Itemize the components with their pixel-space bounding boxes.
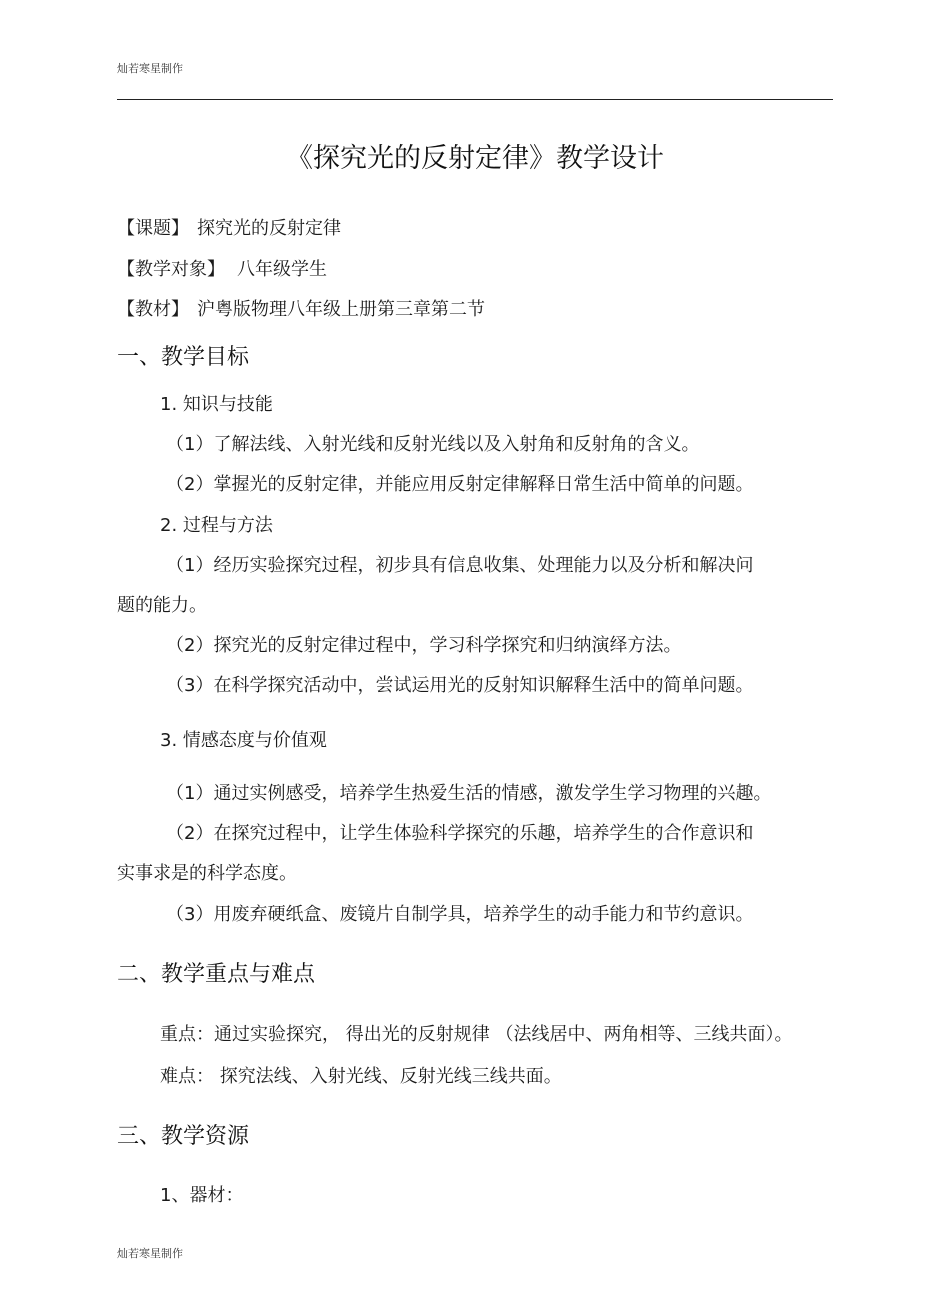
meta-topic	[117, 214, 341, 240]
page-header-text: 灿若寒星制作	[117, 62, 183, 75]
subheading-equipment: 1、器材：	[160, 1185, 244, 1206]
meta-audience-label: 【教学对象】	[117, 259, 225, 280]
objective-attitude-3: （3）用废弃硬纸盒、废镜片自制学具，培养学生的动手能力和节约意识。	[166, 904, 754, 925]
key-point-text: 重点：通过实验探究， 得出光的反射规律 （法线居中、两角相等、三线共面）。	[160, 1024, 793, 1045]
section-heading-objectives: 一、教学目标	[117, 345, 250, 370]
objective-process-1-line2: 题的能力。	[117, 595, 207, 616]
meta-topic-label: 【课题】	[117, 218, 189, 239]
subheading-knowledge: 1. 知识与技能	[160, 394, 273, 415]
meta-topic-value: 探究光的反射定律	[197, 218, 341, 239]
meta-textbook-value: 沪粤版物理八年级上册第三章第二节	[197, 299, 485, 320]
objective-process-1-line1: （1）经历实验探究过程，初步具有信息收集、处理能力以及分析和解决问	[166, 555, 754, 576]
subheading-process: 2. 过程与方法	[160, 515, 273, 536]
objective-knowledge-1: （1）了解法线、入射光线和反射光线以及入射角和反射角的含义。	[166, 434, 700, 455]
subheading-attitude: 3. 情感态度与价值观	[160, 730, 327, 751]
difficulty-text: 难点： 探究法线、入射光线、反射光线三线共面。	[160, 1066, 562, 1087]
header-divider	[117, 99, 833, 100]
document-title: 《探究光的反射定律》教学设计	[286, 143, 664, 174]
objective-knowledge-2: （2）掌握光的反射定律，并能应用反射定律解释日常生活中简单的问题。	[166, 474, 754, 495]
objective-attitude-2-line1: （2）在探究过程中，让学生体验科学探究的乐趣，培养学生的合作意识和	[166, 823, 754, 844]
section-heading-resources: 三、教学资源	[117, 1124, 250, 1149]
meta-audience-value: 八年级学生	[237, 259, 327, 280]
meta-textbook	[117, 295, 485, 321]
meta-audience	[117, 255, 327, 281]
meta-textbook-label: 【教材】	[117, 299, 189, 320]
objective-process-2: （2）探究光的反射定律过程中，学习科学探究和归纳演绎方法。	[166, 635, 682, 656]
objective-attitude-2-line2: 实事求是的科学态度。	[117, 863, 297, 884]
objective-attitude-1: （1）通过实例感受，培养学生热爱生活的情感，激发学生学习物理的兴趣。	[166, 783, 772, 804]
objective-process-3: （3）在科学探究活动中，尝试运用光的反射知识解释生活中的简单问题。	[166, 675, 754, 696]
page-footer-text: 灿若寒星制作	[117, 1247, 183, 1260]
section-heading-key-points: 二、教学重点与难点	[117, 962, 316, 987]
